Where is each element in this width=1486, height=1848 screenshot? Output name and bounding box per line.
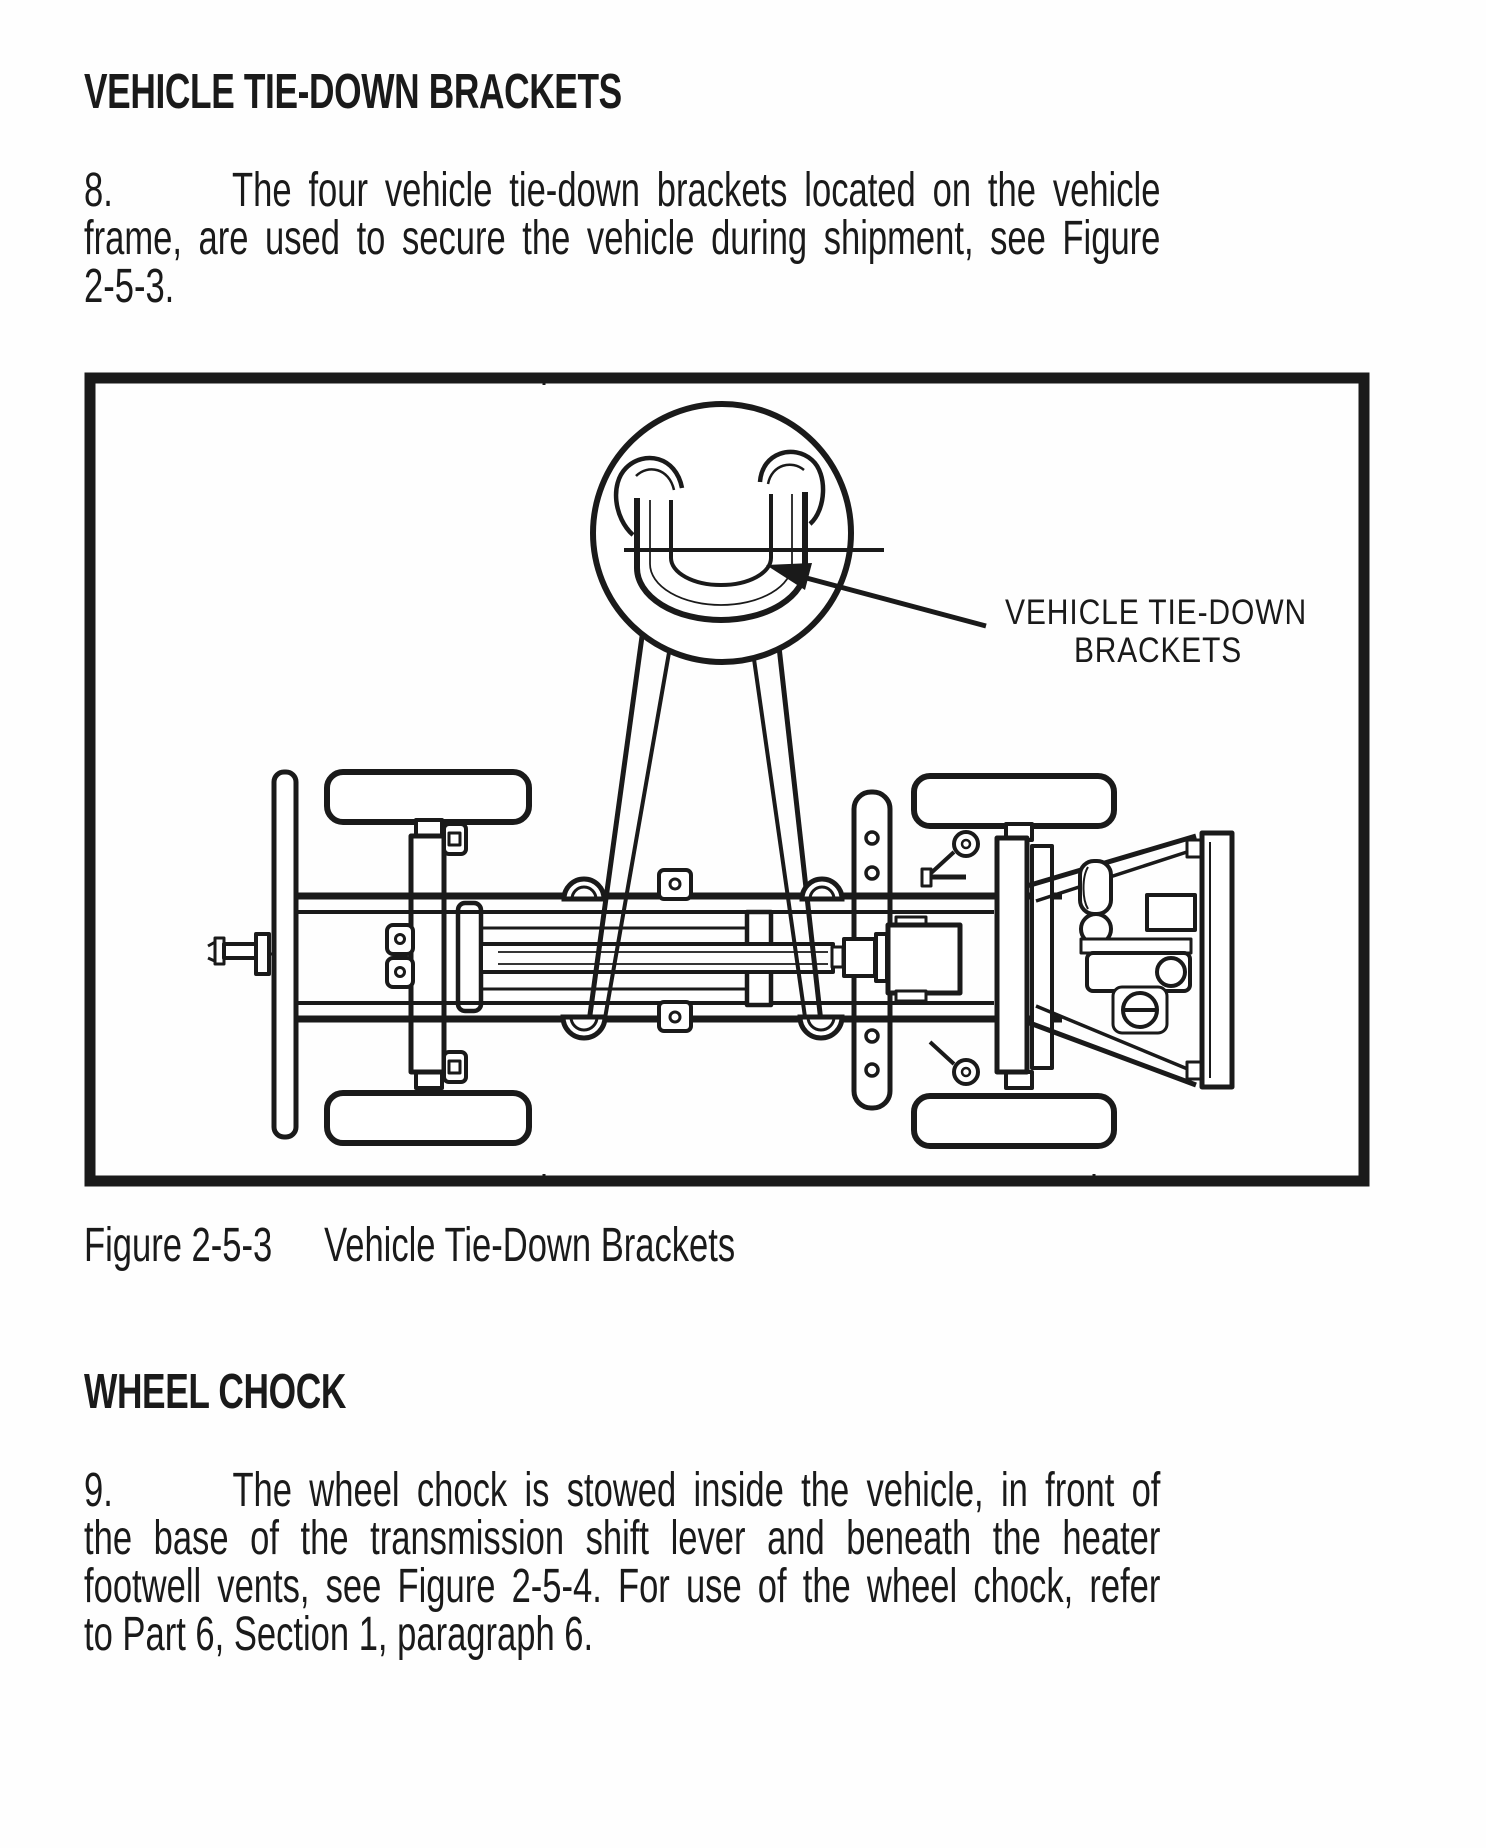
paragraph-8-line-3: 2-5-3. — [84, 260, 175, 313]
paragraph-9-line-3: footwell vents, see Figure 2-5-4. For use of the wheel chock, refer — [84, 1560, 1161, 1613]
figure-2-5-3-drawing — [84, 372, 1370, 1187]
figure-2-5-3 — [84, 372, 1370, 1187]
figure-caption-title: Vehicle Tie-Down Brackets — [324, 1219, 736, 1272]
paragraph-9-line-2: the base of the transmission shift lever and beneath the heater — [84, 1512, 1161, 1565]
front-axle — [387, 820, 481, 1088]
figure-caption — [84, 1219, 736, 1272]
wheel-rear-left — [327, 1093, 529, 1143]
figure-caption-label: Figure 2-5-3 — [84, 1219, 273, 1272]
callout-label-line-1: VEHICLE TIE-DOWN — [1005, 593, 1307, 632]
paragraph-8 — [84, 164, 1161, 313]
paragraph-8-line-2: frame, are used to secure the vehicle during shipment, see Figure — [84, 212, 1161, 265]
paragraph-8-text: The four vehicle tie-down brackets located on the vehicle — [232, 164, 1161, 217]
wheel-front-left — [327, 772, 529, 822]
wheel-front-right — [914, 776, 1114, 826]
section-heading-wheel-chock: WHEEL CHOCK — [84, 1365, 346, 1419]
driveline — [481, 912, 960, 1005]
paragraph-9-text: The wheel chock is stowed inside the vehicle, in front of — [232, 1464, 1161, 1517]
paragraph-9-number: 9. — [84, 1464, 113, 1517]
callout — [766, 563, 1307, 670]
section-heading-tie-down-brackets: VEHICLE TIE-DOWN BRACKETS — [84, 65, 622, 119]
paragraph-9-line-4: to Part 6, Section 1, paragraph 6. — [84, 1608, 594, 1661]
paragraph-9-line-1 — [84, 1464, 1161, 1517]
callout-label-line-2: BRACKETS — [1074, 631, 1242, 670]
paragraph-9 — [84, 1464, 1161, 1661]
paragraph-8-line-1 — [84, 164, 1161, 217]
wheel-rear-right — [914, 1096, 1114, 1146]
chassis-top-view — [208, 772, 1232, 1146]
starting-crank — [208, 934, 274, 974]
paragraph-8-number: 8. — [84, 164, 113, 217]
rear-body — [1027, 833, 1232, 1087]
front-bumper — [274, 772, 296, 1137]
